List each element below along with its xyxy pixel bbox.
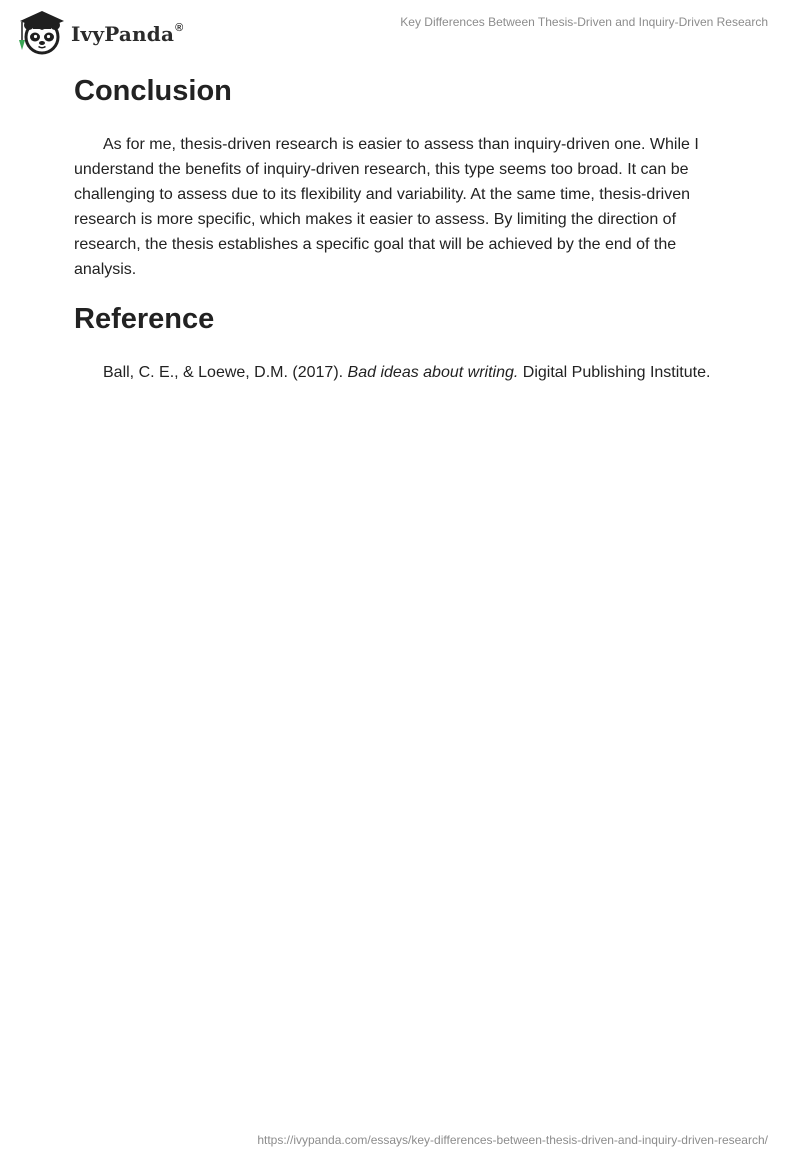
panda-graduate-icon: [16, 8, 66, 58]
page-header: [0, 0, 800, 70]
reference-publisher: Digital Publishing Institute.: [518, 364, 711, 381]
ivypanda-logo[interactable]: [16, 8, 183, 58]
conclusion-paragraph: As for me, thesis-driven research is easier to assess than inquiry-driven one. While I understand the benefits of inquiry-driven research, this type seems too broad. It can be challenging to assess due to its flexibility and variability. At the same time, thesis-driven research is more specific, which makes it easier to assess. By limiting the direction of research, the thesis establishes a specific goal that will be achieved by the end of the analysis.: [74, 136, 699, 278]
essay-content: [74, 72, 730, 385]
reference-authors-year: Ball, C. E., & Loewe, D.M. (2017).: [103, 364, 348, 381]
reference-entry: [74, 360, 730, 385]
source-url-link[interactable]: https://ivypanda.com/essays/key-differences-between-thesis-driven-and-inquiry-driven-research/: [257, 1133, 768, 1147]
registered-mark: ®: [175, 22, 184, 35]
reference-title: Bad ideas about writing.: [347, 364, 519, 381]
running-title: Key Differences Between Thesis-Driven and Inquiry-Driven Research: [400, 15, 768, 29]
conclusion-heading: Conclusion: [74, 75, 232, 107]
brand-name: IvyPanda®: [71, 22, 184, 46]
reference-heading: Reference: [74, 303, 215, 335]
